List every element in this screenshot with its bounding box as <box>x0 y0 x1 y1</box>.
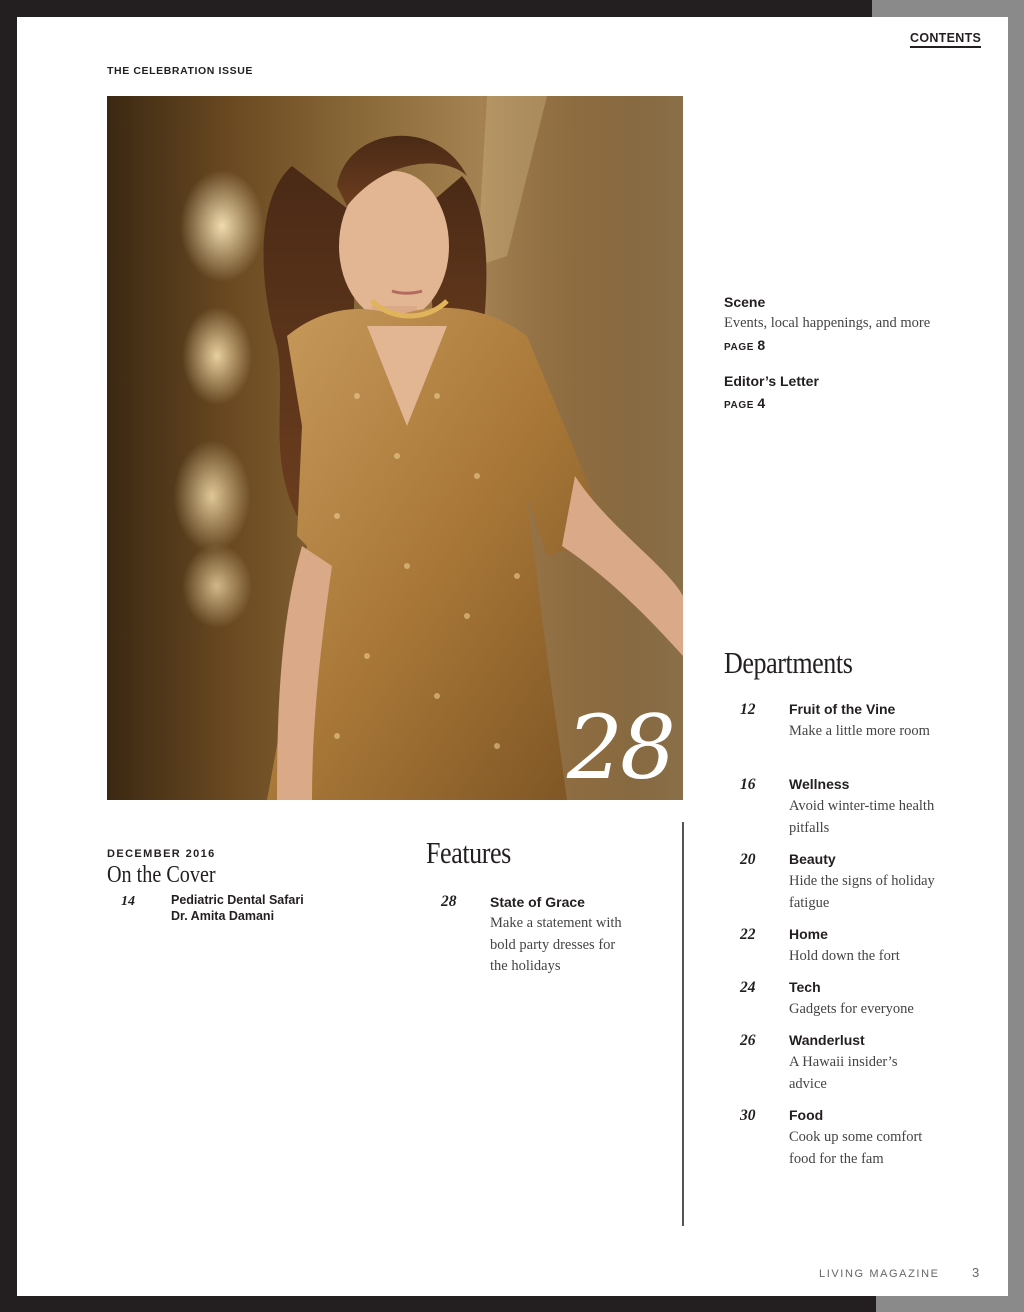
department-page: 16 <box>740 776 756 793</box>
issue-date: DECEMBER 2016 <box>107 848 216 860</box>
on-the-cover-subject: Dr. Amita Damani <box>171 909 275 923</box>
column-divider <box>682 822 684 1226</box>
on-the-cover-story[interactable]: Pediatric Dental Safari <box>171 893 304 907</box>
department-title: Wanderlust <box>789 1032 865 1048</box>
department-page: 26 <box>740 1032 756 1049</box>
cover-page-number: 28 <box>567 696 673 799</box>
on-the-cover-page: 14 <box>121 894 135 909</box>
frame-accent-side <box>1008 0 1024 1312</box>
department-page: 24 <box>740 979 756 996</box>
editors-letter-page-ref <box>724 395 766 411</box>
department-title: Fruit of the Vine <box>789 701 896 717</box>
page-number: 8 <box>757 337 766 353</box>
department-description: Avoid winter-time health pitfalls <box>789 798 935 836</box>
department-description: Hold down the fort <box>789 948 900 964</box>
feature-page: 28 <box>441 893 457 910</box>
department-description: Hide the signs of holiday fatigue <box>789 873 935 911</box>
magazine-page <box>17 17 1008 1296</box>
footer-publication: LIVING MAGAZINE <box>819 1268 940 1280</box>
footer-page-number: 3 <box>972 1265 980 1280</box>
department-title: Home <box>789 926 828 942</box>
department-description: Cook up some comfort food for the fam <box>789 1129 923 1167</box>
cover-photo <box>107 96 683 800</box>
frame-accent-top <box>872 0 1024 17</box>
scene-page-ref <box>724 337 766 353</box>
department-page: 20 <box>740 851 756 868</box>
feature-title[interactable]: State of Grace <box>490 894 585 910</box>
department-title: Beauty <box>789 851 836 867</box>
department-description: Make a little more room <box>789 723 930 739</box>
scene-title[interactable]: Scene <box>724 294 766 310</box>
department-page: 22 <box>740 926 756 943</box>
department-title: Tech <box>789 979 821 995</box>
issue-label: THE CELEBRATION ISSUE <box>107 65 253 77</box>
department-title: Wellness <box>789 776 850 792</box>
page-label: PAGE <box>724 342 754 353</box>
department-page: 12 <box>740 701 756 718</box>
department-page: 30 <box>740 1107 756 1124</box>
department-title: Food <box>789 1107 824 1123</box>
section-tag: CONTENTS <box>910 31 981 48</box>
on-the-cover-heading: On the Cover <box>107 862 216 888</box>
scene-description: Events, local happenings, and more <box>724 315 931 331</box>
page-number: 4 <box>757 395 766 411</box>
department-description: Gadgets for everyone <box>789 1001 914 1017</box>
editors-letter-title[interactable]: Editor’s Letter <box>724 373 819 389</box>
page-label: PAGE <box>724 400 754 411</box>
feature-description: Make a statement with bold party dresses for the holidays <box>490 915 622 974</box>
cover-illustration <box>107 96 683 800</box>
frame-accent-bottom <box>876 1296 1024 1312</box>
department-description: A Hawaii insider’s advice <box>789 1054 898 1092</box>
features-heading: Features <box>426 835 511 870</box>
departments-heading: Departments <box>724 645 853 680</box>
